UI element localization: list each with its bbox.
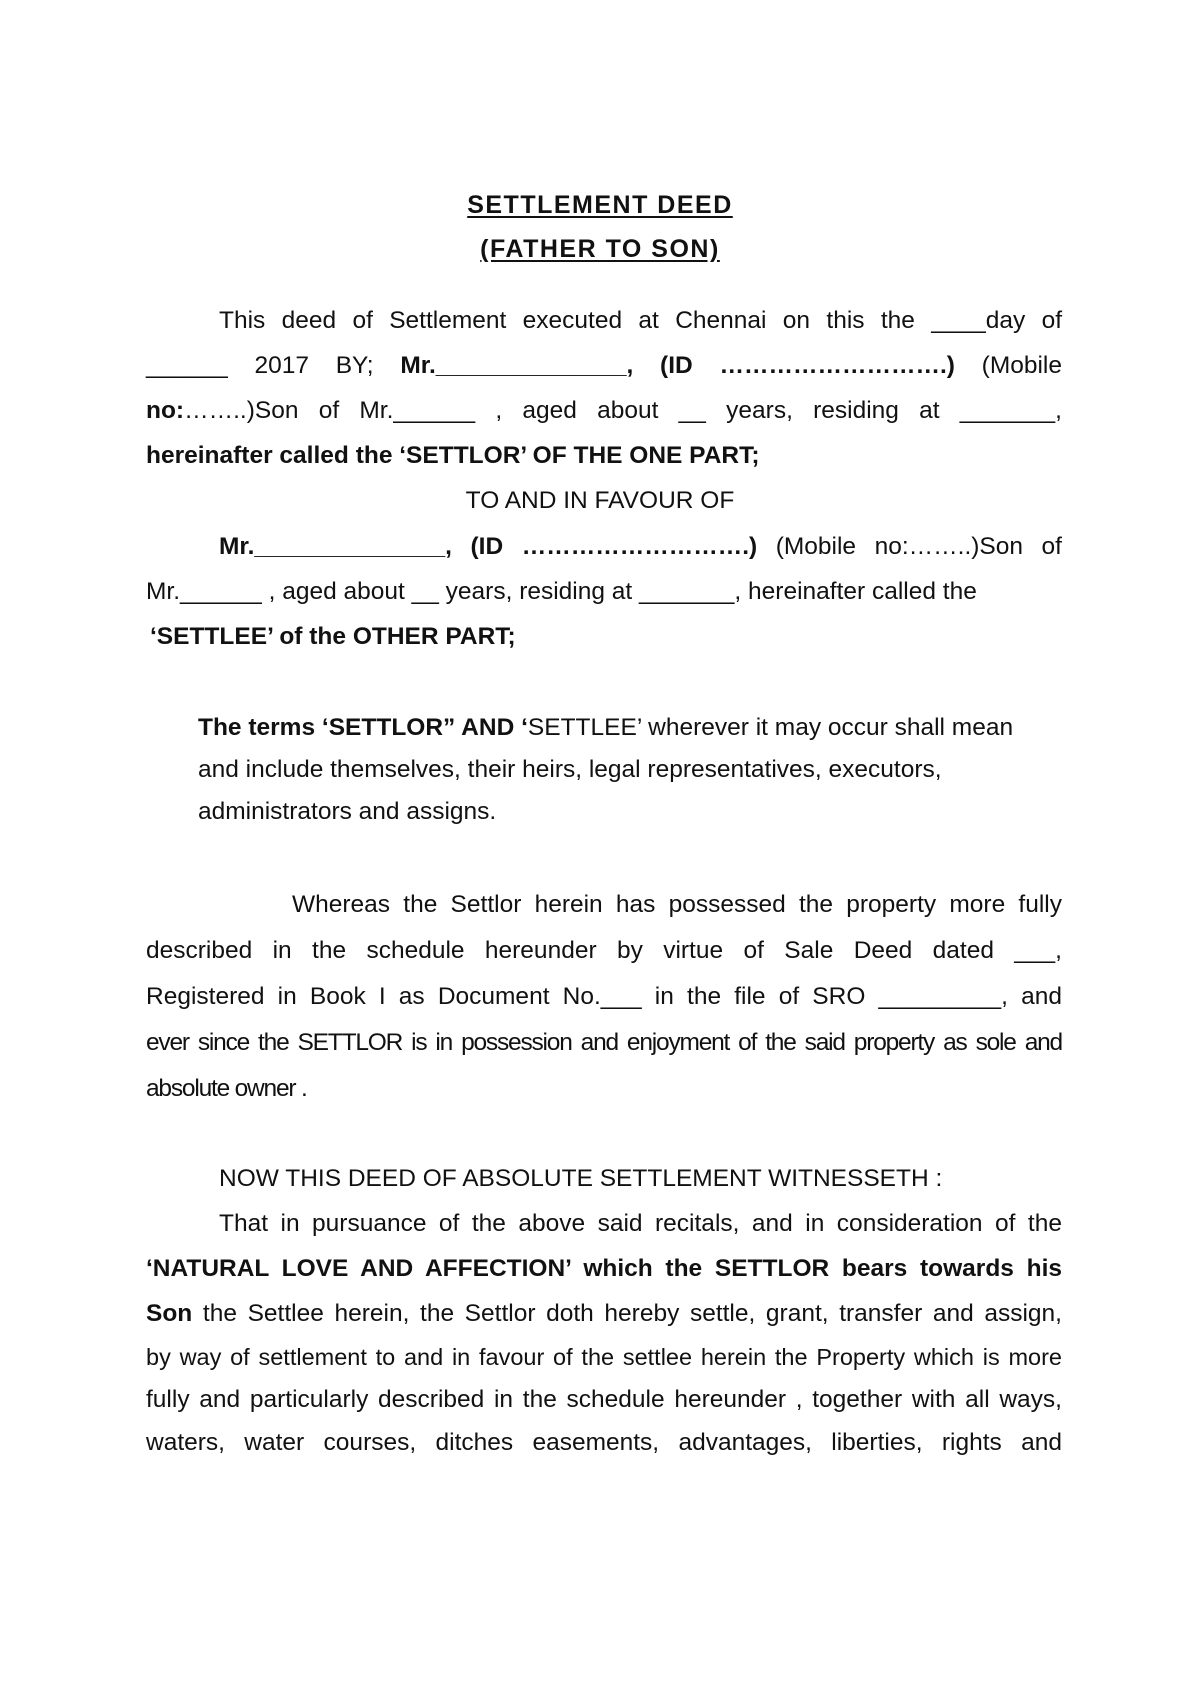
intro-line-2-mobile: (Mobile [981,352,1062,379]
terms-regular-part: SETTLEE’ wherever it may occur shall mean [527,714,1014,741]
whereas-line-1: Whereas the Settlor herein has possessed the property more fully [292,891,1062,918]
terms-line-3: administrators and assigns. [198,798,497,825]
intro-line-2-settlor-name: Mr.______________, (ID ……………………….) [400,352,955,379]
witnesseth-line-4: by way of settlement to and in favour of the settlee herein the Property which is more [146,1344,1062,1370]
witnesseth-line-2: ‘NATURAL LOVE AND AFFECTION’ which the SETTLOR bears towards his [146,1255,1062,1282]
terms-line-1 [198,713,1013,743]
intro-line-2-date: ______ 2017 BY; [146,352,374,379]
intro-line-3 [146,396,1062,426]
document-subtitle: (FATHER TO SON) [480,235,720,263]
settlee-name: Mr.______________, (ID ……………………….) [219,533,758,560]
settlee-line-3: ‘SETTLEE’ of the OTHER PART; [150,623,516,650]
whereas-line-2: described in the schedule hereunder by virtue of Sale Deed dated ___, [146,937,1062,964]
settlee-line-2: Mr.______ , aged about __ years, residing at _______, hereinafter called the [146,578,977,605]
settlee-mobile: (Mobile no:……..)Son of [775,533,1062,560]
intro-line-4: hereinafter called the ‘SETTLOR’ OF THE ONE PART; [146,442,760,469]
document-title: SETTLEMENT DEED [467,191,733,219]
to-and-in-favour-of: TO AND IN FAVOUR OF [465,487,735,514]
terms-bold-part: The terms ‘SETTLOR” AND ‘ [198,714,528,741]
witnesseth-line-6: waters, water courses, ditches easements, advantages, liberties, rights and [146,1429,1062,1456]
whereas-line-4: ever since the SETTLOR is in possession and enjoyment of the said property as sole and [146,1029,1062,1056]
intro-line-3-no: no: [146,397,185,424]
witnesseth-line-1: That in pursuance of the above said recitals, and in consideration of the [219,1210,1062,1237]
witnesseth-heading: NOW THIS DEED OF ABSOLUTE SETTLEMENT WITNESSETH : [219,1165,943,1192]
whereas-line-3: Registered in Book I as Document No.___ in the file of SRO _________, and [146,983,1062,1010]
witnesseth-line-5: fully and particularly described in the schedule hereunder , together with all ways, [146,1386,1062,1413]
settlee-line-1 [219,532,1062,562]
terms-line-2: and include themselves, their heirs, legal representatives, executors, [198,756,942,783]
witnesseth-line-3 [146,1299,1062,1329]
intro-line-3-rest: ……..)Son of Mr.______ , aged about __ years, residing at _______, [184,397,1062,424]
intro-line-2 [146,351,1062,381]
witnesseth-son: Son [146,1300,193,1327]
intro-line-1: This deed of Settlement executed at Chennai on this the ____day of [219,307,1062,334]
whereas-line-5: absolute owner . [146,1075,307,1102]
witnesseth-line-3-rest: the Settlee herein, the Settlor doth hereby settle, grant, transfer and assign, [202,1300,1062,1327]
